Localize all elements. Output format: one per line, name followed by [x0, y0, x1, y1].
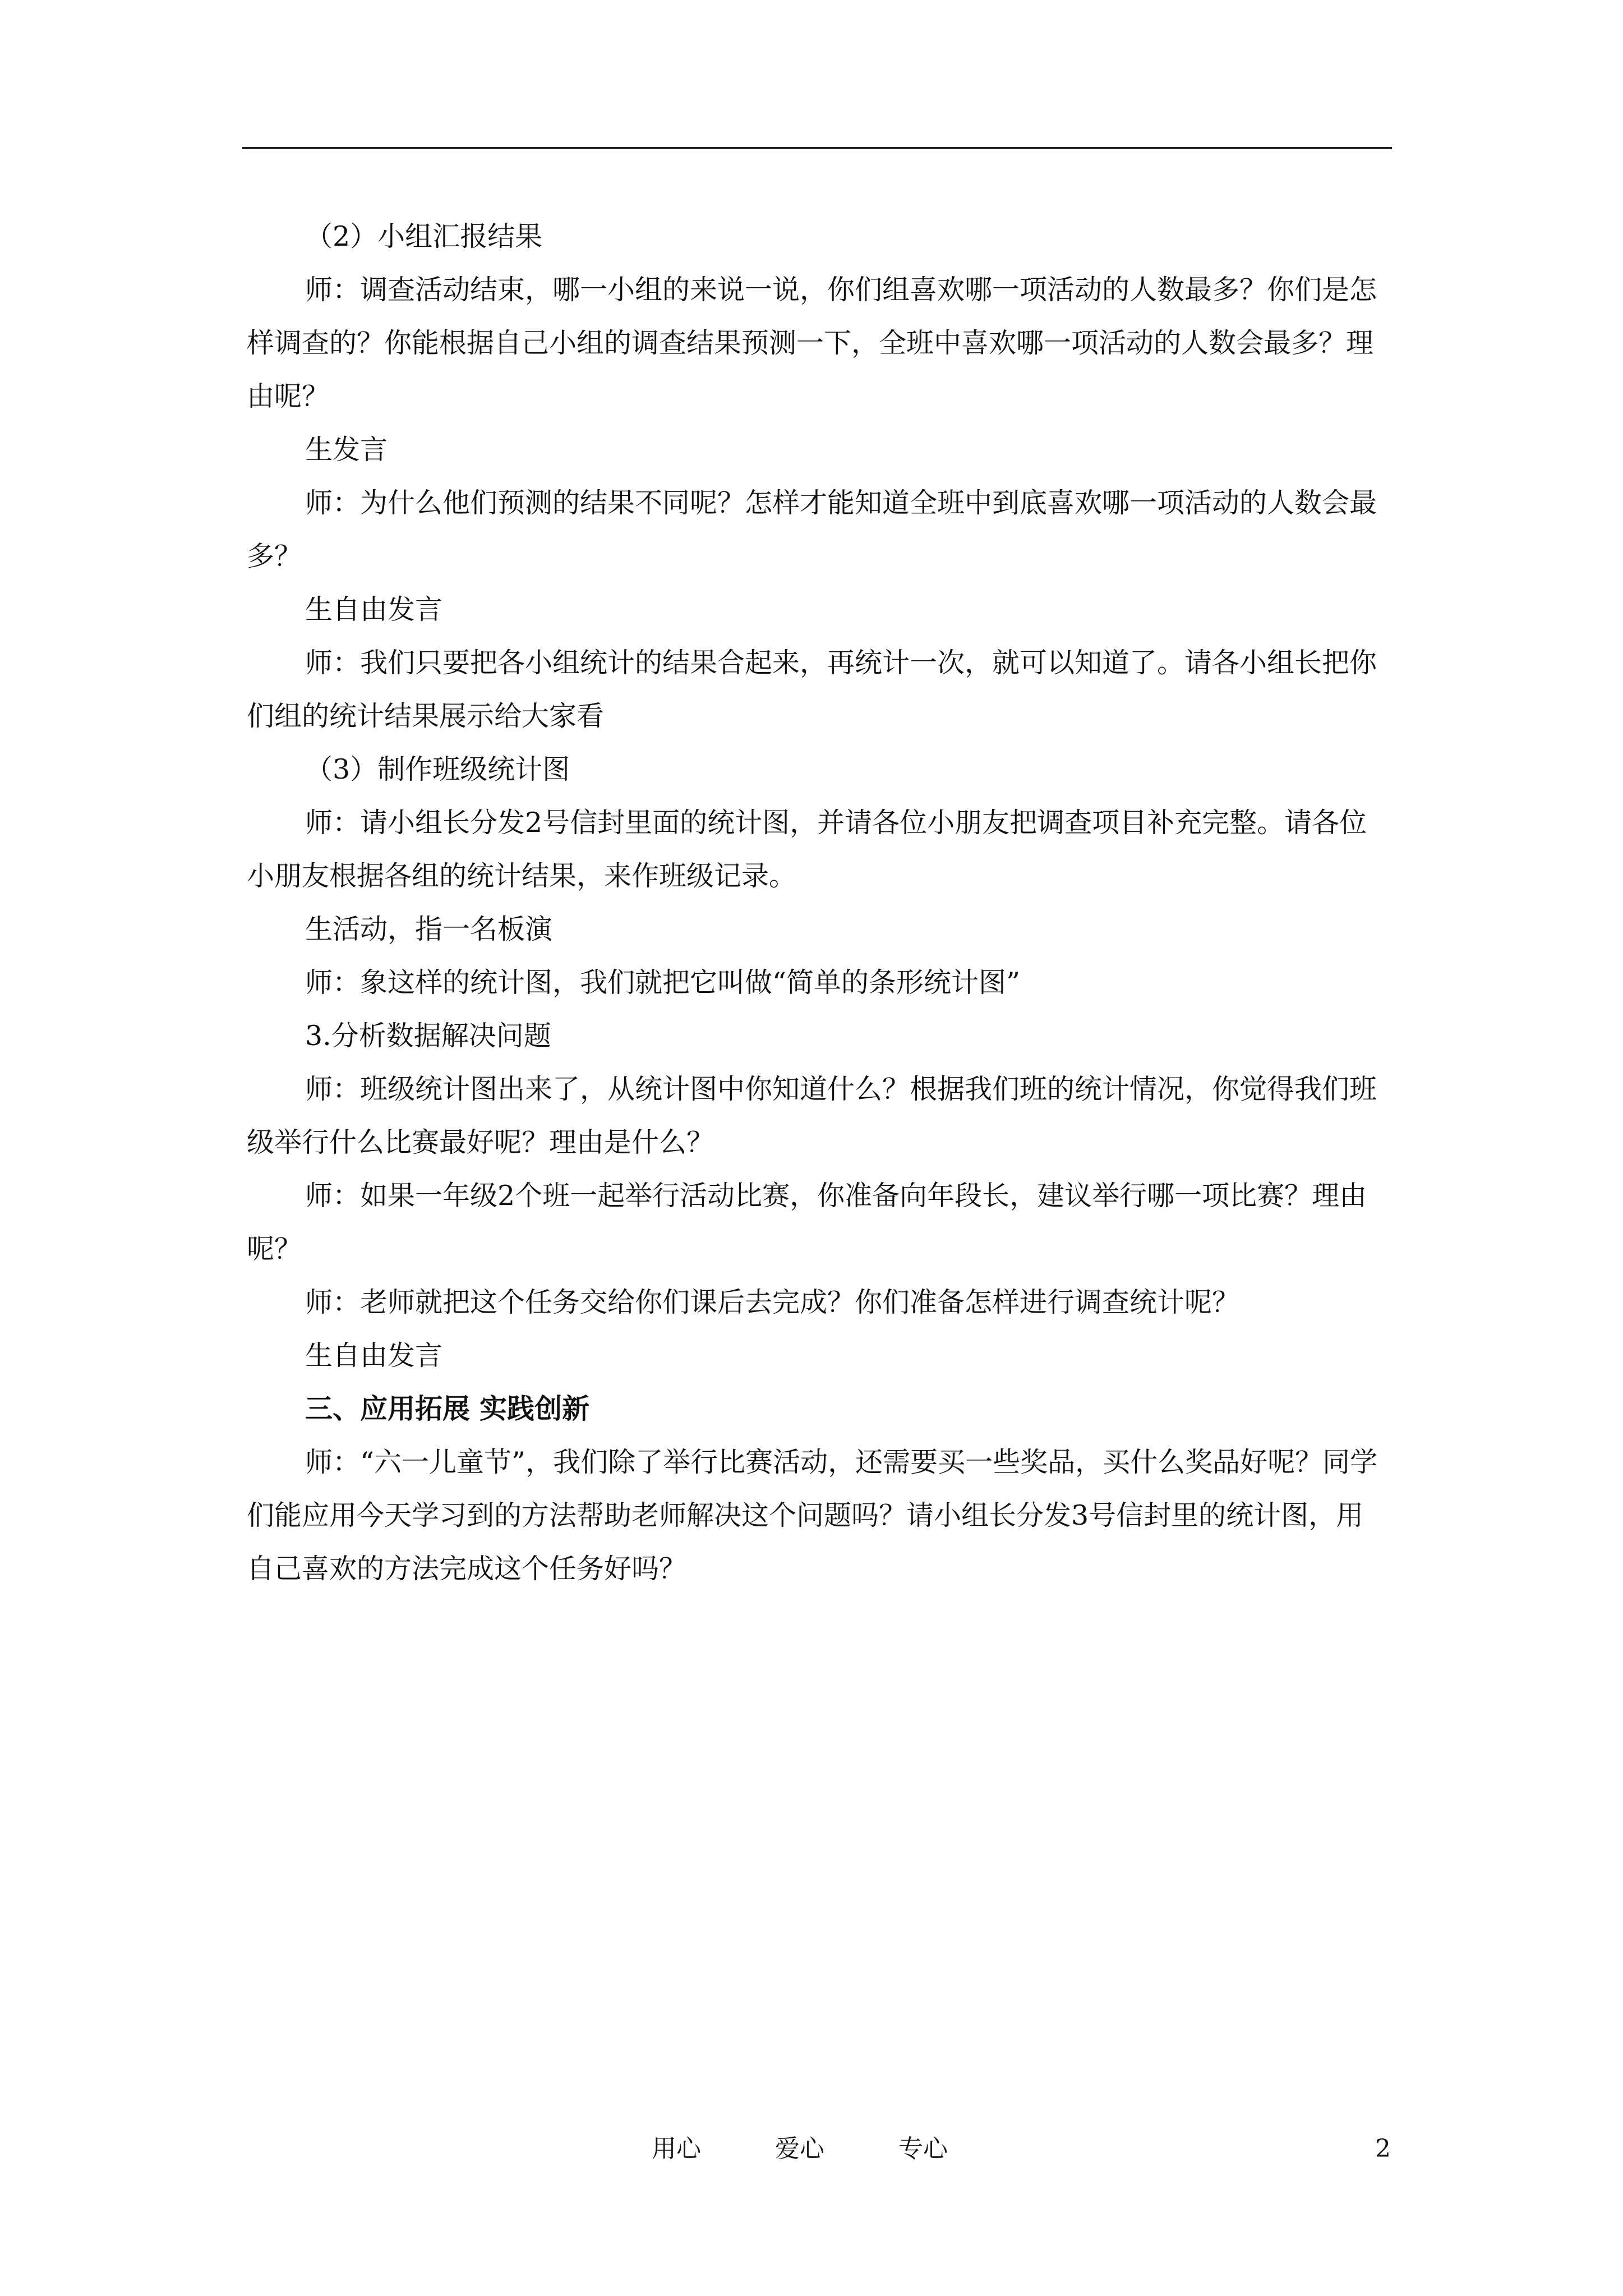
paragraph: 师：“六一儿童节”，我们除了举行比赛活动，还需要买一些奖品，买什么奖品好呢？同学们能应用今天学习到的方法帮助老师解决这个问题吗？请小组长分发3号信封里的统计图，用自己喜欢的方法完成这个任务好吗？: [247, 1446, 1378, 1585]
footer-motto: [652, 2129, 1014, 2169]
page-number: 2: [1375, 2134, 1391, 2163]
header-rule: [242, 147, 1392, 149]
paragraph: 师：老师就把这个任务交给你们课后去完成？你们准备怎样进行调查统计呢？: [305, 1286, 1240, 1318]
page-footer: [0, 2129, 1623, 2169]
section-heading: 三、应用拓展 实践创新: [305, 1392, 590, 1425]
document-body: [247, 210, 1391, 1595]
paragraph: 3.分析数据解决问题: [305, 1020, 551, 1052]
paragraph: 师：班级统计图出来了，从统计图中你知道什么？根据我们班的统计情况，你觉得我们班级举行什么比赛最好呢？理由是什么？: [247, 1073, 1377, 1158]
paragraph: 师：我们只要把各小组统计的结果合起来，再统计一次，就可以知道了。请各小组长把你们组的统计结果展示给大家看: [247, 647, 1377, 732]
paragraph: 师：请小组长分发2号信封里面的统计图，并请各位小朋友把调查项目补充完整。请各位小朋友根据各组的统计结果，来作班级记录。: [247, 807, 1367, 892]
paragraph: 生发言: [305, 434, 388, 466]
paragraph: 师：象这样的统计图，我们就把它叫做“简单的条形统计图”: [305, 967, 1021, 999]
paragraph: 师：为什么他们预测的结果不同呢？怎样才能知道全班中到底喜欢哪一项活动的人数会最多？: [247, 487, 1377, 572]
paragraph: 师：调查活动结束，哪一小组的来说一说，你们组喜欢哪一项活动的人数最多？你们是怎样调查的？你能根据自己小组的调查结果预测一下，全班中喜欢哪一项活动的人数会最多？理由呢？: [247, 274, 1377, 412]
paragraph: （3）制作班级统计图: [305, 753, 570, 785]
footer-motto-item: 专心: [898, 2134, 948, 2163]
paragraph: 生自由发言: [305, 1340, 443, 1372]
footer-motto-item: 爱心: [775, 2134, 824, 2163]
paragraph: （2）小组汇报结果: [305, 220, 543, 252]
paragraph: 生自由发言: [305, 593, 443, 625]
footer-motto-item: 用心: [652, 2134, 701, 2163]
paragraph: 生活动，指一名板演: [305, 913, 553, 945]
paragraph: 师：如果一年级2个班一起举行活动比赛，你准备向年段长，建议举行哪一项比赛？理由呢？: [247, 1180, 1367, 1265]
